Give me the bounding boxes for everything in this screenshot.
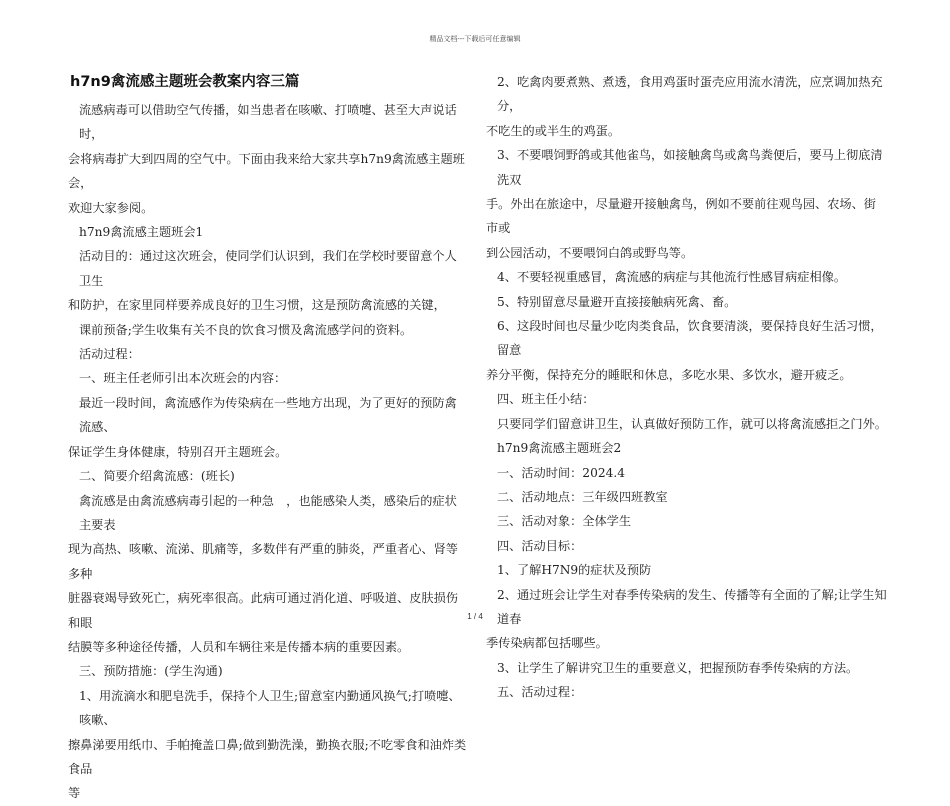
paragraph-line: 五、活动过程： <box>497 685 583 700</box>
paragraph-line: 3、让学生了解讲究卫生的重要意义，把握预防春季传染病的方法。 <box>497 660 859 675</box>
paragraph-line: 现为高热、咳嗽、流涕、肌痛等，多数伴有严重的肺炎，严重者心、肾等多种 <box>68 542 458 581</box>
page-number: 1 / 4 <box>467 612 483 621</box>
paragraph-line: 1、了解H7N9的症状及预防 <box>497 563 652 578</box>
paragraph-line: 5、特别留意尽量避开直接接触病死禽、畜。 <box>497 294 737 309</box>
left-column <box>68 70 468 806</box>
paragraph-line: 会将病毒扩大到四周的空气中。下面由我来给大家共享h7n9禽流感主题班会， <box>68 151 465 191</box>
paragraph-line: 3、不要喂饲野鸽或其他雀鸟，如接触禽鸟或禽鸟粪便后，要马上彻底清洗双 <box>497 148 883 187</box>
paragraph-line: 二、简要介绍禽流感：(班长) <box>79 469 235 484</box>
paragraph-line: 擦鼻涕要用纸巾、手帕掩盖口鼻;做到勤洗澡，勤换衣服;不吃零食和油炸类食品 <box>68 737 467 776</box>
paragraph-line: 课前预备;学生收集有关不良的饮食习惯及禽流感学问的资料。 <box>79 322 413 337</box>
paragraph-line: 结膜等多种途径传播，人员和车辆往来是传播本病的重要因素。 <box>68 639 410 654</box>
paragraph-line: 季传染病都包括哪些。 <box>486 636 608 651</box>
paragraph-line: 养分平衡，保持充分的睡眠和休息，多吃水果、多饮水，避开疲乏。 <box>486 367 852 382</box>
paragraph-line: 和防护，在家里同样要养成良好的卫生习惯，这是预防禽流感的关键， <box>68 298 446 313</box>
paragraph-line: 一、班主任老师引出本次班会的内容： <box>79 371 287 386</box>
paragraph-line: 禽流感是由禽流感病毒引起的一种急 ，也能感染人类，感染后的症状主要表 <box>79 493 457 532</box>
paragraph-line: 不吃生的或半生的鸡蛋。 <box>486 123 621 138</box>
section-heading: h7n9禽流感主题班会2 <box>497 441 622 456</box>
paragraph-line: 只要同学们留意讲卫生，认真做好预防工作，就可以将禽流感拒之门外。 <box>497 416 887 431</box>
paragraph-line: 脏器衰竭导致死亡，病死率很高。此病可通过消化道、呼吸道、皮肤损伤和眼 <box>68 591 458 630</box>
paragraph-line: 最近一段时间，禽流感作为传染病在一些地方出现，为了更好的预防禽流感、 <box>79 395 457 435</box>
section-heading: h7n9禽流感主题班会1 <box>79 225 204 240</box>
paragraph-line: 保证学生身体健康，特别召开主题班会。 <box>68 444 288 459</box>
paragraph-line: 2、吃禽肉要煮熟、煮透，食用鸡蛋时蛋壳应用流水清洗，应烹调加热充分， <box>497 75 883 114</box>
paragraph-line: 四、班主任小结： <box>497 392 595 407</box>
paragraph-line: 6、这段时间也尽量少吃肉类食品，饮食要清淡，要保持良好生活习惯，留意 <box>497 319 883 358</box>
paragraph-line: 三、预防措施：(学生沟通) <box>79 664 223 679</box>
paragraph-line: 活动目的：通过这次班会，使同学们认识到，我们在学校时要留意个人卫生 <box>79 249 457 288</box>
document-title: h7n9禽流感主题班会教案内容三篇 <box>70 74 300 90</box>
paragraph-line: 欢迎大家参阅。 <box>68 200 154 215</box>
paragraph-line: 活动过程： <box>79 347 140 362</box>
paragraph-line: 4、不要轻视重感冒，禽流感的病症与其他流行性感冒病症相像。 <box>497 270 847 285</box>
paragraph-line: 1、用流滴水和肥皂洗手，保持个人卫生;留意室内勤通风换气;打喷嚏、咳嗽、 <box>79 688 461 728</box>
page-header: 精品文档---下载后可任意编辑 <box>429 35 521 43</box>
paragraph-line: 二、活动地点：三年级四班教室 <box>497 489 668 504</box>
right-column <box>486 70 888 705</box>
paragraph-line: 四、活动目标： <box>497 538 583 553</box>
paragraph-line: 流感病毒可以借助空气传播，如当患者在咳嗽、打喷嚏、甚至大声说话时， <box>79 103 457 142</box>
paragraph-line: 一、活动时间：2024.4 <box>497 465 625 480</box>
paragraph-line: 三、活动对象：全体学生 <box>497 514 632 529</box>
paragraph-line: 手。外出在旅途中，尽量避开接触禽鸟，例如不要前往观鸟园、农场、街市或 <box>486 197 876 236</box>
paragraph-line: 2、通过班会让学生对春季传染病的发生、传播等有全面的了解;让学生知道春 <box>497 587 887 626</box>
paragraph-line: 等 <box>68 786 81 801</box>
paragraph-line: 到公园活动，不要喂饲白鸽或野鸟等。 <box>486 245 694 260</box>
